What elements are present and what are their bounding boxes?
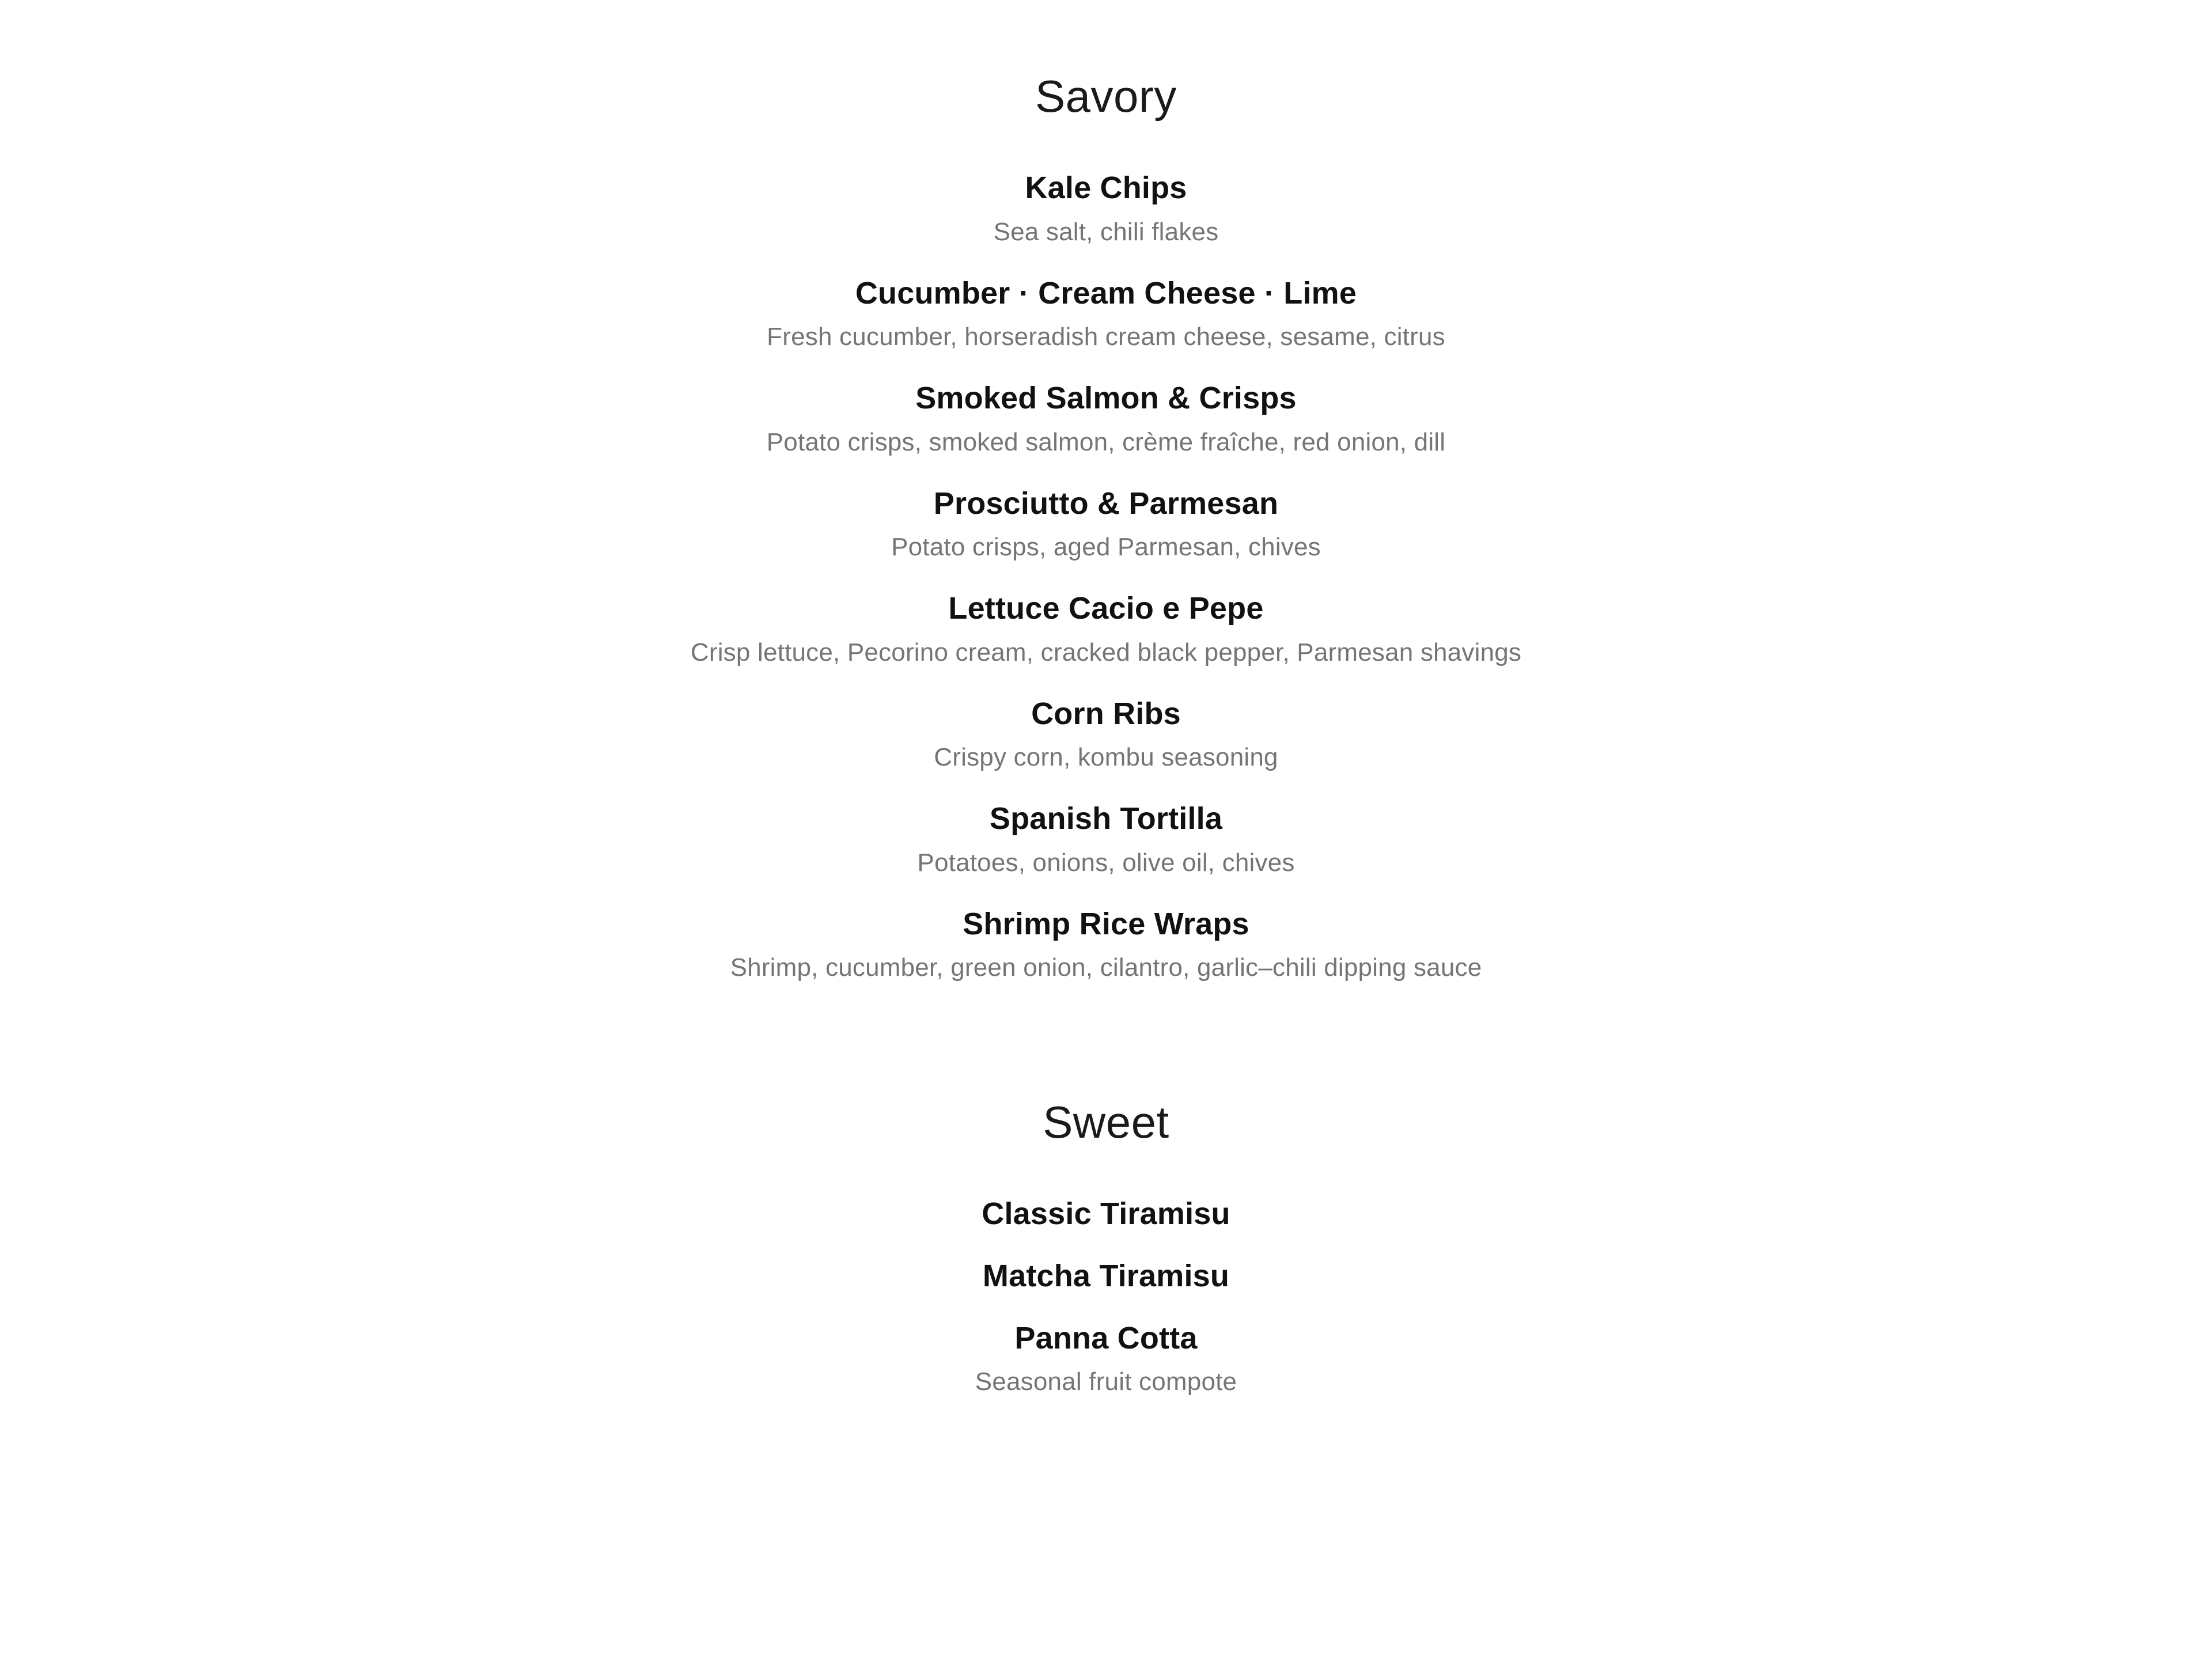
menu-section-sweet	[0, 983, 2212, 1397]
menu-item	[0, 1258, 2212, 1295]
section-title-savory: Savory	[1035, 71, 1177, 122]
menu-item-description: Potato crisps, aged Parmesan, chives	[891, 533, 1321, 562]
menu-item-name: Kale Chips	[1025, 171, 1187, 205]
menu-item-description: Shrimp, cucumber, green onion, cilantro, garlic–chili dipping sauce	[730, 953, 1482, 982]
menu-item-name: Prosciutto & Parmesan	[933, 486, 1279, 521]
menu-item-name: Matcha Tiramisu	[982, 1258, 1230, 1293]
menu-item	[0, 590, 2212, 668]
menu-item	[0, 170, 2212, 248]
menu-item-description: Potato crisps, smoked salmon, crème fraîche, red onion, dill	[766, 427, 1446, 456]
menu-item	[0, 275, 2212, 353]
menu-section-savory	[0, 35, 2212, 983]
menu-item-name: Corn Ribs	[1031, 696, 1181, 731]
menu-item	[0, 801, 2212, 878]
menu-item	[0, 380, 2212, 458]
menu-item	[0, 696, 2212, 774]
menu-item-description: Fresh cucumber, horseradish cream cheese, sesame, citrus	[767, 323, 1445, 351]
section-title-sweet: Sweet	[1043, 1097, 1169, 1148]
menu-item-name: Spanish Tortilla	[989, 801, 1223, 836]
menu-item-name: Cucumber · Cream Cheese · Lime	[855, 275, 1357, 310]
menu-item-list-savory	[0, 170, 2212, 983]
menu-item	[0, 1320, 2212, 1398]
menu-item-description: Sea salt, chili flakes	[993, 217, 1219, 246]
menu-item-name: Classic Tiramisu	[982, 1196, 1230, 1232]
menu-item	[0, 906, 2212, 984]
menu-item-name: Lettuce Cacio e Pepe	[948, 591, 1264, 626]
menu-item-description: Crispy corn, kombu seasoning	[934, 743, 1278, 772]
menu-item	[0, 1196, 2212, 1233]
menu-item-description: Crisp lettuce, Pecorino cream, cracked black pepper, Parmesan shavings	[690, 638, 1522, 666]
menu-item-name: Shrimp Rice Wraps	[963, 906, 1249, 941]
menu-item	[0, 486, 2212, 563]
menu-item-list-sweet	[0, 1196, 2212, 1397]
menu-item-description: Seasonal fruit compote	[975, 1368, 1237, 1396]
menu-item-name: Panna Cotta	[1014, 1320, 1198, 1355]
menu-item-name: Smoked Salmon & Crisps	[915, 381, 1297, 416]
menu-item-description: Potatoes, onions, olive oil, chives	[917, 848, 1295, 877]
